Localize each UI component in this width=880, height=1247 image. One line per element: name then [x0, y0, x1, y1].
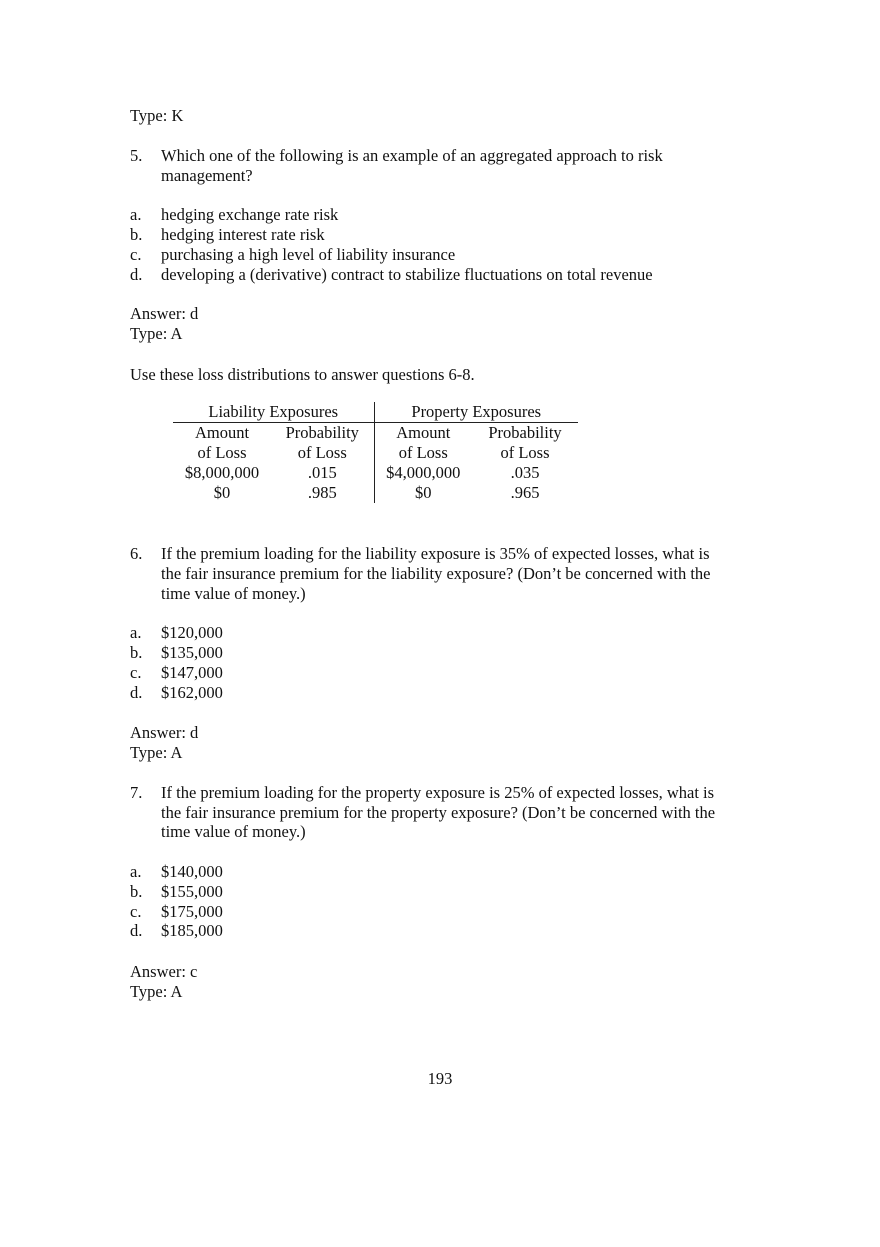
option-letter: a.: [130, 862, 142, 881]
answer-line: Answer: d: [130, 723, 199, 742]
table-cell: $0: [415, 483, 432, 502]
question-text: management?: [161, 166, 253, 185]
column-header: of Loss: [500, 443, 550, 462]
question-type: Type: K: [130, 106, 184, 125]
question-text: time value of money.): [161, 822, 306, 841]
table-cell: .015: [271, 463, 374, 483]
option-letter: a.: [130, 205, 142, 224]
column-header: Probability: [271, 423, 374, 444]
table-cell: .035: [510, 463, 540, 482]
question-number: 6.: [130, 544, 143, 563]
option-text: $120,000: [161, 623, 223, 642]
option-letter: c.: [130, 245, 142, 264]
option-letter: a.: [130, 623, 142, 642]
option-text: purchasing a high level of liability insurance: [161, 245, 456, 264]
column-header: of Loss: [271, 443, 374, 463]
table-cell: $4,000,000: [386, 463, 461, 482]
option-letter: c.: [130, 663, 142, 682]
option-text: $162,000: [161, 683, 223, 702]
column-header: of Loss: [398, 443, 448, 462]
option-text: developing a (derivative) contract to stabilize fluctuations on total revenue: [161, 265, 653, 284]
property-header: Property Exposures: [374, 402, 578, 423]
question-text: the fair insurance premium for the liability exposure? (Don’t be concerned with the: [161, 564, 711, 583]
option-text: hedging exchange rate risk: [161, 205, 339, 224]
loss-distribution-table: [173, 402, 578, 503]
answer-line: Answer: c: [130, 962, 198, 981]
question-text: Which one of the following is an example of an aggregated approach to risk: [161, 146, 663, 165]
question-type: Type: A: [130, 743, 183, 762]
option-letter: c.: [130, 902, 142, 921]
answer-line: Answer: d: [130, 304, 199, 323]
column-header: Probability: [488, 423, 562, 442]
option-letter: b.: [130, 882, 143, 901]
question-text: the fair insurance premium for the property exposure? (Don’t be concerned with the: [161, 803, 716, 822]
column-header: Amount: [396, 423, 451, 442]
table-cell: .985: [271, 483, 374, 503]
option-text: $155,000: [161, 882, 223, 901]
option-text: hedging interest rate risk: [161, 225, 325, 244]
option-letter: d.: [130, 683, 143, 702]
liability-header: Liability Exposures: [173, 402, 374, 423]
table-row: [173, 483, 578, 503]
table-cell: .965: [510, 483, 540, 502]
option-text: $147,000: [161, 663, 223, 682]
question-type: Type: A: [130, 982, 183, 1001]
option-text: $140,000: [161, 862, 223, 881]
option-text: $185,000: [161, 921, 223, 940]
option-text: $175,000: [161, 902, 223, 921]
question-type: Type: A: [130, 324, 183, 343]
column-header: of Loss: [197, 443, 247, 462]
column-header: Amount: [194, 423, 250, 442]
table-cell: $8,000,000: [184, 463, 260, 482]
question-number: 7.: [130, 783, 143, 802]
table-intro: Use these loss distributions to answer questions 6-8.: [130, 365, 475, 384]
table-cell: $0: [213, 483, 231, 502]
page-number: 193: [427, 1069, 453, 1088]
option-letter: d.: [130, 921, 143, 940]
option-text: $135,000: [161, 643, 223, 662]
option-letter: b.: [130, 643, 143, 662]
table-row: [173, 463, 578, 483]
question-text: If the premium loading for the liability exposure is 35% of expected losses, what is: [161, 544, 710, 563]
question-text: time value of money.): [161, 584, 306, 603]
option-letter: d.: [130, 265, 143, 284]
question-text: If the premium loading for the property exposure is 25% of expected losses, what is: [161, 783, 715, 802]
question-number: 5.: [130, 146, 143, 165]
option-letter: b.: [130, 225, 143, 244]
